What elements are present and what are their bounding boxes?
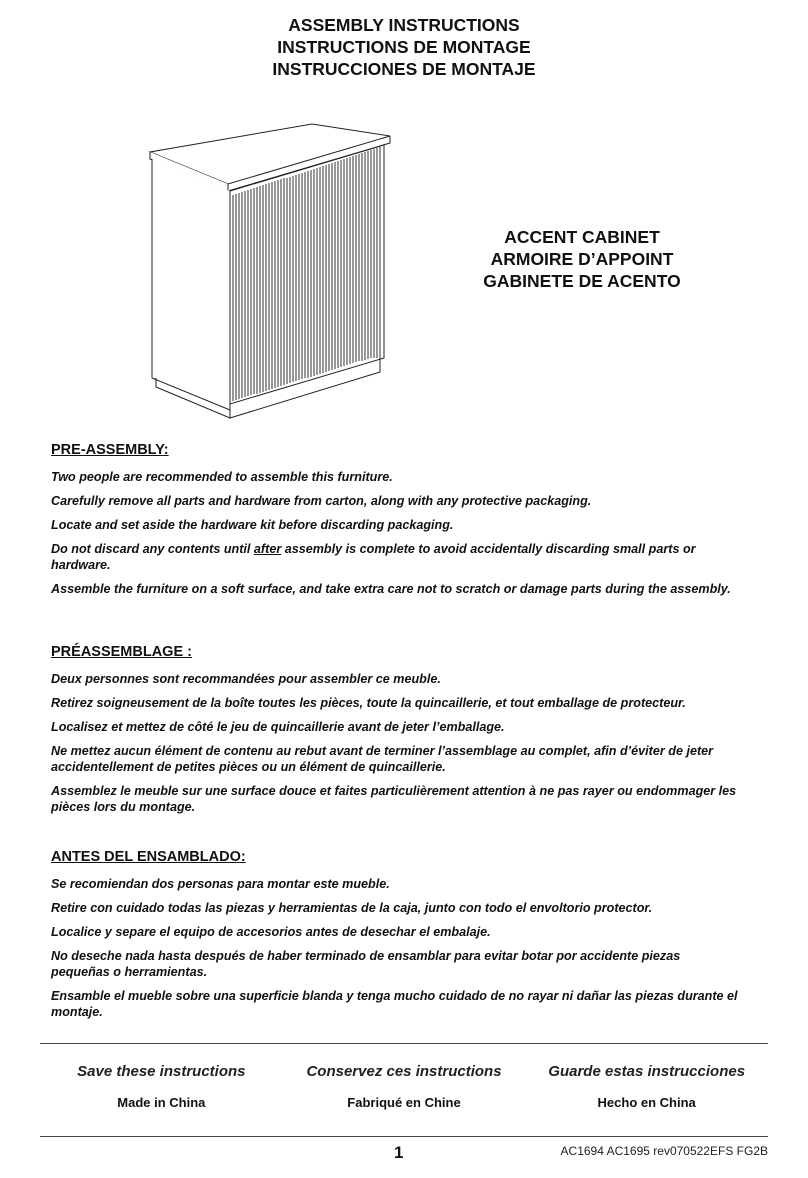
footer-divider-bottom — [40, 1136, 768, 1137]
save-instructions-spanish: Guarde estas instrucciones — [548, 1063, 746, 1080]
product-name — [452, 226, 712, 292]
instruction-text: Assemble the furniture on a soft surface, and take extra care not to scratch or damage parts during the assembly. — [51, 582, 731, 596]
made-in-row — [40, 1095, 768, 1110]
title-spanish: INSTRUCCIONES DE MONTAJE — [272, 59, 536, 79]
title-english: ASSEMBLY INSTRUCTIONS — [288, 15, 520, 35]
save-instructions-row — [40, 1063, 768, 1080]
section-heading: PRÉASSEMBLAGE : — [51, 644, 192, 660]
instruction-text: Deux personnes sont recommandées pour assembler ce meuble. — [51, 672, 441, 686]
text-fragment: assembly is complete to avoid accidentally discarding small parts or hardware. — [51, 542, 696, 572]
document-code: AC1694 AC1695 rev070522EFS FG2B — [560, 1144, 768, 1158]
document-title — [0, 14, 808, 80]
made-in-english: Made in China — [117, 1095, 206, 1110]
instruction-text: Localisez et mettez de côté le jeu de quincaillerie avant de jeter l’emballage. — [51, 720, 505, 734]
instruction-text: No deseche nada hasta después de haber terminado de ensamblar para evitar botar por accidente piezas pequeñas o herramientas. — [51, 949, 681, 979]
instruction-text: Assemblez le meuble sur une surface douce et faites particulièrement attention à ne pas rayer ou endommager les pièces lors du montage. — [51, 784, 737, 814]
instruction-text: Se recomiendan dos personas para montar este mueble. — [51, 877, 390, 891]
footer-divider-top — [40, 1043, 768, 1044]
product-name-spanish: GABINETE DE ACENTO — [483, 271, 681, 291]
text-fragment: Do not discard any contents until — [51, 542, 254, 556]
pre-assembly-section — [51, 441, 741, 605]
made-in-spanish: Hecho en China — [597, 1095, 696, 1110]
instruction-text: Retirez soigneusement de la boîte toutes les pièces, toute la quincaillerie, et tout emballage de protecteur. — [51, 696, 686, 710]
page-number: 1 — [394, 1143, 404, 1162]
instruction-text: Two people are recommended to assemble this furniture. — [51, 470, 393, 484]
product-name-french: ARMOIRE D’APPOINT — [490, 249, 674, 269]
instruction-text — [51, 541, 741, 573]
save-instructions-french: Conservez ces instructions — [306, 1063, 502, 1080]
instruction-text: Carefully remove all parts and hardware from carton, along with any protective packaging. — [51, 494, 592, 508]
cabinet-illustration — [140, 122, 400, 422]
section-heading: PRE-ASSEMBLY: — [51, 442, 169, 458]
emphasis-text: after — [253, 542, 282, 556]
instruction-text: Locate and set aside the hardware kit before discarding packaging. — [51, 518, 454, 532]
antes-section — [51, 848, 741, 1028]
section-heading: ANTES DEL ENSAMBLADO: — [51, 849, 246, 865]
made-in-french: Fabriqué en Chine — [347, 1095, 461, 1110]
title-french: INSTRUCTIONS DE MONTAGE — [277, 37, 531, 57]
save-instructions-english: Save these instructions — [77, 1063, 246, 1080]
instruction-text: Localice y separe el equipo de accesorios antes de desechar el embalaje. — [51, 925, 491, 939]
instruction-text: Retire con cuidado todas las piezas y herramientas de la caja, junto con todo el envoltorio protector. — [51, 901, 653, 915]
product-name-english: ACCENT CABINET — [504, 227, 660, 247]
instruction-text: Ensamble el mueble sobre una superficie blanda y tenga mucho cuidado de no rayar ni dañar las piezas durante el montaje. — [51, 989, 738, 1019]
instruction-text: Ne mettez aucun élément de contenu au rebut avant de terminer l’assemblage au complet, afin d’éviter de jeter accidentellement de petites pièces ou un élément de quincaillerie. — [51, 744, 714, 774]
preassemblage-section — [51, 643, 741, 823]
